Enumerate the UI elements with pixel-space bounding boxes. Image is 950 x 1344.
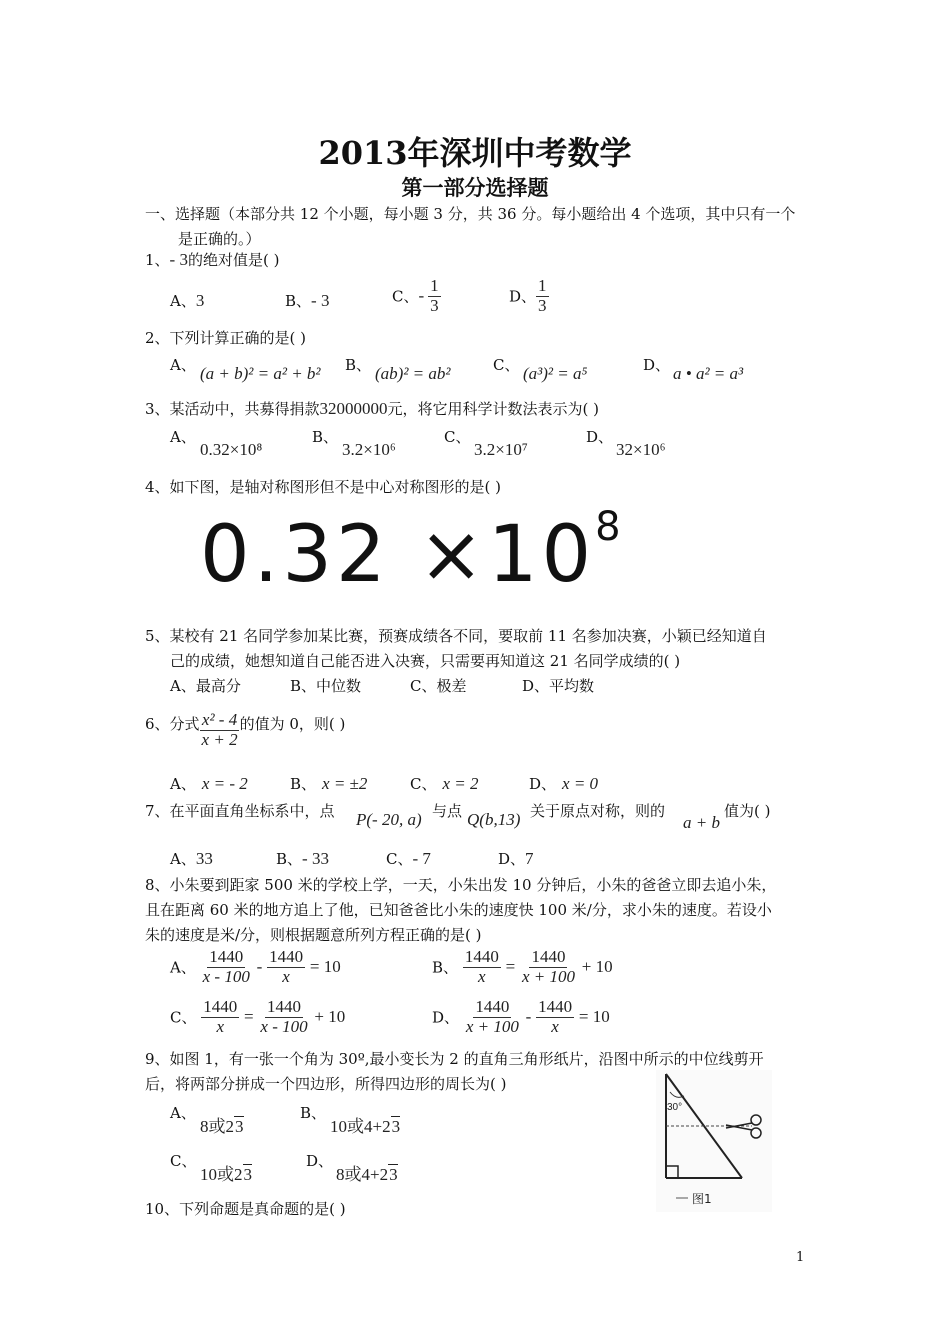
question-7-text1: 7、在平面直角坐标系中，点 [145,802,335,820]
instructions-line1: 一、选择题（本部分共 12 个小题，每小题 3 分，共 36 分。每小题给出 4 个选项，其中只有一个 [145,205,796,223]
triangle-figure [656,1070,772,1212]
question-8-line3: 朱的速度是米/分，则根据题意所列方程正确的是( ) [145,926,482,944]
q3-option-a: 0.32×10⁸ [200,440,263,459]
q9-option-a: 8或23 [200,1117,244,1136]
q2-option-b-label: B、 [345,356,372,374]
q9-option-c-label: C、 [170,1152,197,1170]
question-1 [145,249,279,270]
q5-option-b: B、中位数 [290,677,362,695]
q5-option-c: C、极差 [410,677,467,695]
instructions-line2: 是正确的。） [178,230,261,248]
q9-option-d: 8或4+23 [336,1165,398,1184]
q8-option-b: B、 $\frac{1440}{x}$ = $\frac{1440}{x + 100}$ + 10 [432,947,613,986]
question-7-text3: 关于原点对称，则的 [530,802,666,820]
q3-option-b-label: B、 [312,428,339,446]
question-10: 10、下列命题是真命题的是( ) [145,1200,346,1218]
q5-option-d: D、平均数 [522,677,595,695]
question-5-line1: 5、某校有 21 名同学参加某比赛，预赛成绩各不同，要取前 11 名参加决赛，小颖已经知道自 [145,627,767,645]
point-p: P(- 20, a) [356,810,422,829]
q6-option-b: B、 x = ±2 [290,774,368,793]
q9-option-c: 10或23 [200,1165,252,1184]
q7-option-a: A、33 [170,849,213,868]
q9-option-b: 10或4+23 [330,1117,401,1136]
q2-option-d: a • a² = a³ [673,364,744,383]
q6-option-a: A、 x = - 2 [170,774,248,793]
q6-option-d: D、 x = 0 [529,774,599,793]
page-title: 2013年深圳中考数学 [318,134,632,172]
q9-option-d-label: D、 [306,1152,334,1170]
figure-caption: 图1 [692,1192,712,1206]
q3-option-c-label: C、 [444,428,471,446]
angle-label: 30° [667,1102,683,1113]
section-title: 第一部分选择题 [401,175,549,200]
math-expression: - 3 [169,250,188,269]
sum-expression: a + b [683,813,720,832]
q3-option-d: 32×10⁶ [616,440,666,459]
question-6: 6、分式 $\frac{\text{x² - 4}}{x + 2}$ 的值为 0，则( ) [145,710,346,749]
point-q: Q(b,13) [467,810,521,829]
amount: 32000000 [319,399,388,418]
q2-option-c-label: C、 [493,356,520,374]
q8-option-a: A、 $\frac{1440}{x - 100}$ - $\frac{1440}{x}$ = 10 [170,947,341,986]
question-number: 1、 [145,251,170,269]
fraction-denominator: x + 2 [201,729,238,749]
question-8-line1: 8、小朱要到距家 500 米的学校上学，一天，小朱出发 10 分钟后，小朱的爸爸立即去追小朱， [145,876,777,894]
q8-option-c: C、 $\frac{1440}{x}$ = $\frac{1440}{x - 100}$ + 10 [170,997,346,1036]
q3-option-c: 3.2×10⁷ [474,440,528,459]
q3-option-b: 3.2×10⁶ [342,440,396,459]
question-3: 3、某活动中，共募得捐款32000000元，将它用科学计数法表示为( ) [145,399,600,418]
q5-option-a: A、最高分 [170,677,241,695]
q9-option-a-label: A、 [170,1104,196,1122]
q2-option-b: (ab)² = ab² [375,364,451,383]
q6-option-c: C、 x = 2 [410,774,479,793]
q2-option-a: (a + b)² = a² + b² [200,364,321,383]
fraction-numerator: x² - 4 [201,710,238,729]
q7-option-d: D、7 [498,849,534,868]
question-9-line1: 9、如图 1，有一张一个角为 30º,最小变长为 2 的直角三角形纸片，沿图中所示的中位线剪开 [145,1050,764,1068]
question-7-text2: 与点 [432,802,463,820]
question-text: 的绝对值是( ) [187,251,280,269]
question-7-text4: 值为( ) [724,802,771,820]
q3-option-d-label: D、 [586,428,614,446]
q9-option-b-label: B、 [300,1104,327,1122]
q2-option-c: (a³)² = a⁵ [523,364,588,383]
page-number: 1 [796,1250,805,1265]
q3-option-a-label: A、 [170,428,196,446]
question-9-line2: 后，将两部分拼成一个四边形，所得四边形的周长为( ) [145,1075,507,1093]
question-4-figure: $0.32 \times 10^8$ [200,504,625,600]
q1-option-b: B、- 3 [285,291,330,310]
question-4: 4、如下图，是轴对称图形但不是中心对称图形的是( ) [145,478,502,496]
question-8-line2: 且在距离 60 米的地方追上了他，已知爸爸比小朱的速度快 100 米/分，求小朱的速度。若设小 [145,901,772,919]
q7-option-c: C、- 7 [386,849,431,868]
question-2: 2、下列计算正确的是( ) [145,329,307,347]
question-5-line2: 己的成绩，她想知道自己能否进入决赛，只需要再知道这 21 名同学成绩的( ) [170,652,681,670]
q2-option-d-label: D、 [643,356,671,374]
q1-option-d: D、 $\frac{1}{3}$ [509,276,547,315]
q1-option-a: A、3 [170,291,205,310]
q1-option-c: C、- $\frac{1}{3}$ [392,276,439,315]
q2-option-a-label: A、 [170,356,196,374]
q8-option-d: D、 $\frac{1440}{x + 100}$ - $\frac{1440}{x}$ = 10 [432,997,610,1036]
q7-option-b: B、- 33 [276,849,329,868]
